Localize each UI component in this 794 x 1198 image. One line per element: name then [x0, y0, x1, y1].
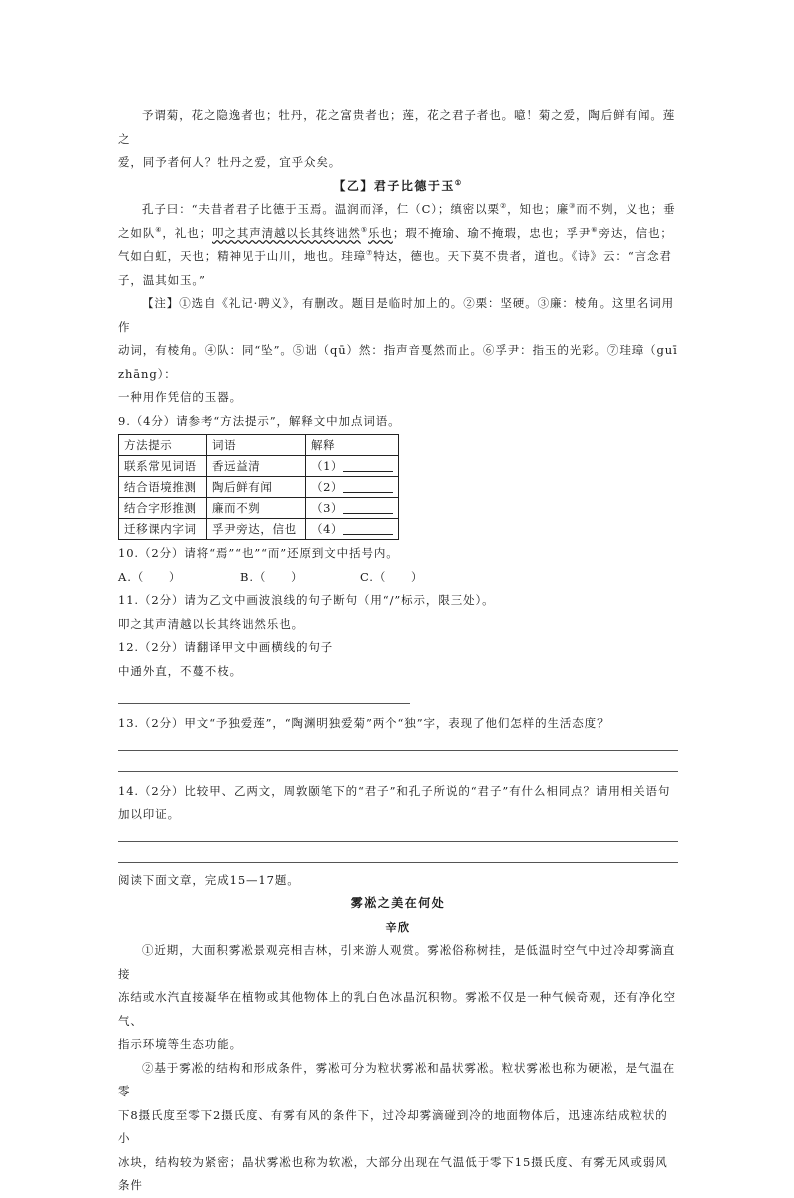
table-header-row — [119, 435, 399, 456]
answer-blank[interactable] — [343, 480, 393, 493]
reading-intro: 阅读下面文章，完成15—17题。 — [118, 872, 300, 887]
answer-blank[interactable] — [343, 501, 393, 514]
method-cell: 迁移课内字词 — [119, 519, 207, 540]
answer-cell[interactable]: （1） — [306, 456, 399, 477]
wavy-underlined-sentence: 叩之其声清越以长其终诎然 — [212, 225, 361, 240]
word-cell: 香远益清 — [207, 456, 306, 477]
exam-page — [118, 104, 678, 1198]
table-row — [119, 477, 399, 498]
question-9-stem: 9.（4分）请参考“方法提示”，解释文中加点词语。 — [118, 413, 401, 428]
table-header-cell: 解释 — [306, 435, 399, 456]
question-11-stem: 11.（2分）请为乙文中画波浪线的句子断句（用“/”标示，限三处）。 — [118, 593, 495, 607]
table-header-cell: 词语 — [207, 435, 306, 456]
article-paragraph: 指示环境等生态功能。 — [118, 1037, 242, 1051]
passage-jia-line: 予谓菊，花之隐逸者也；牡丹，花之富贵者也；莲，花之君子者也。噫！菊之爱，陶后鲜有闻。莲之 — [118, 108, 676, 146]
question-10-options — [118, 566, 678, 590]
answer-cell[interactable]: （4） — [306, 519, 399, 540]
article-paragraph: 冻结或水汽直接凝华在植物或其他物体上的乳白色冰晶沉积物。雾凇不仅是一种气候奇观，还有净化空气、 — [118, 990, 676, 1028]
passage-yi-title: 【乙】君子比德于玉① — [333, 177, 463, 193]
question-10-stem: 10.（2分）请将“焉”“也”“而”还原到文中括号内。 — [118, 546, 399, 560]
table-row — [119, 498, 399, 519]
footnote: 一种用作凭信的玉器。 — [118, 390, 242, 404]
article-title: 雾凇之美在何处 — [350, 896, 446, 910]
answer-blank[interactable] — [343, 459, 393, 472]
method-cell: 结合语境推测 — [119, 477, 207, 498]
article-paragraph: ①近期，大面积雾凇景观亮相吉林，引来游人观赏。雾凇俗称树挂，是低温时空气中过冷却雾滴直接 — [118, 943, 676, 981]
word-cell: 孚尹旁达，信也 — [207, 519, 306, 540]
article-author: 辛欣 — [385, 920, 411, 934]
passage-jia-line: 爱，同予者何人？牡丹之爱，宜乎众矣。 — [118, 155, 342, 169]
question-14-stem: 加以印证。 — [118, 807, 180, 821]
footnote: 【注】①选自《礼记·聘义》，有删改。题目是临时加上的。②栗：坚硬。③廉：棱角。这里名词用作 — [118, 296, 674, 334]
passage-yi-body: 孔子曰：“夫昔者君子比德于玉焉。温润而泽，仁（C）；缜密以栗②，知也；廉③而不刿，义也；垂之如队④，礼也；叩之其声清越以长其终诎然⑤乐也；瑕不掩瑜、瑜不掩瑕，忠也；孚尹⑥旁达，信也；气如白虹，天也；精神见于山川，地也。珪璋⑦特达，德也。天下莫不贵者，道也。《诗》云：“言念君子，温其如玉。” — [118, 202, 676, 287]
question-12-sentence: 中通外直，不蔓不枝。 — [118, 663, 242, 678]
question-11-sentence[interactable]: 叩之其声清越以长其终诎然乐也。 — [118, 616, 304, 631]
word-cell: 陶后鲜有闻 — [207, 477, 306, 498]
option-c[interactable]: C.（ ） — [360, 569, 424, 584]
method-cell: 结合字形推测 — [119, 498, 207, 519]
answer-blank[interactable] — [343, 522, 393, 535]
option-a[interactable]: A.（ ） — [118, 569, 182, 584]
option-b[interactable]: B.（ ） — [240, 569, 304, 584]
table-row — [119, 456, 399, 477]
question-12-stem: 12.（2分）请翻译甲文中画横线的句子 — [118, 640, 334, 654]
q9-table — [118, 434, 399, 540]
table-header-cell: 方法提示 — [119, 435, 207, 456]
table-row — [119, 519, 399, 540]
answer-cell[interactable]: （2） — [306, 477, 399, 498]
question-13-stem: 13.（2分）甲文“予独爱莲”，“陶渊明独爱菊”两个“独”字，表现了他们怎样的生活态度？ — [118, 716, 610, 730]
article-paragraph: 冰块，结构较为紧密；晶状雾凇也称为软凇，大部分出现在气温低于零下15摄氏度、有雾无风或弱风条件 — [118, 1154, 668, 1192]
article-paragraph: ②基于雾凇的结构和形成条件，雾凇可分为粒状雾凇和晶状雾凇。粒状雾凇也称为硬凇，是气温在零 — [118, 1060, 676, 1098]
footnote: 动词，有棱角。④队：同“坠”。⑤诎（qū）然：指声音戛然而止。⑥孚尹：指玉的光彩。⑦珪璋（guī zhāng）： — [118, 343, 678, 381]
method-cell: 联系常见词语 — [119, 456, 207, 477]
word-cell: 廉而不刿 — [207, 498, 306, 519]
article-paragraph: 下8摄氏度至零下2摄氏度、有雾有风的条件下，过冷却雾滴碰到冷的地面物体后，迅速冻结成粒状的小 — [118, 1107, 668, 1145]
question-14-stem: 14.（2分）比较甲、乙两文，周敦颐笔下的“君子”和孔子所说的“君子”有什么相同点？请用相关语句 — [118, 783, 671, 798]
answer-cell[interactable]: （3） — [306, 498, 399, 519]
